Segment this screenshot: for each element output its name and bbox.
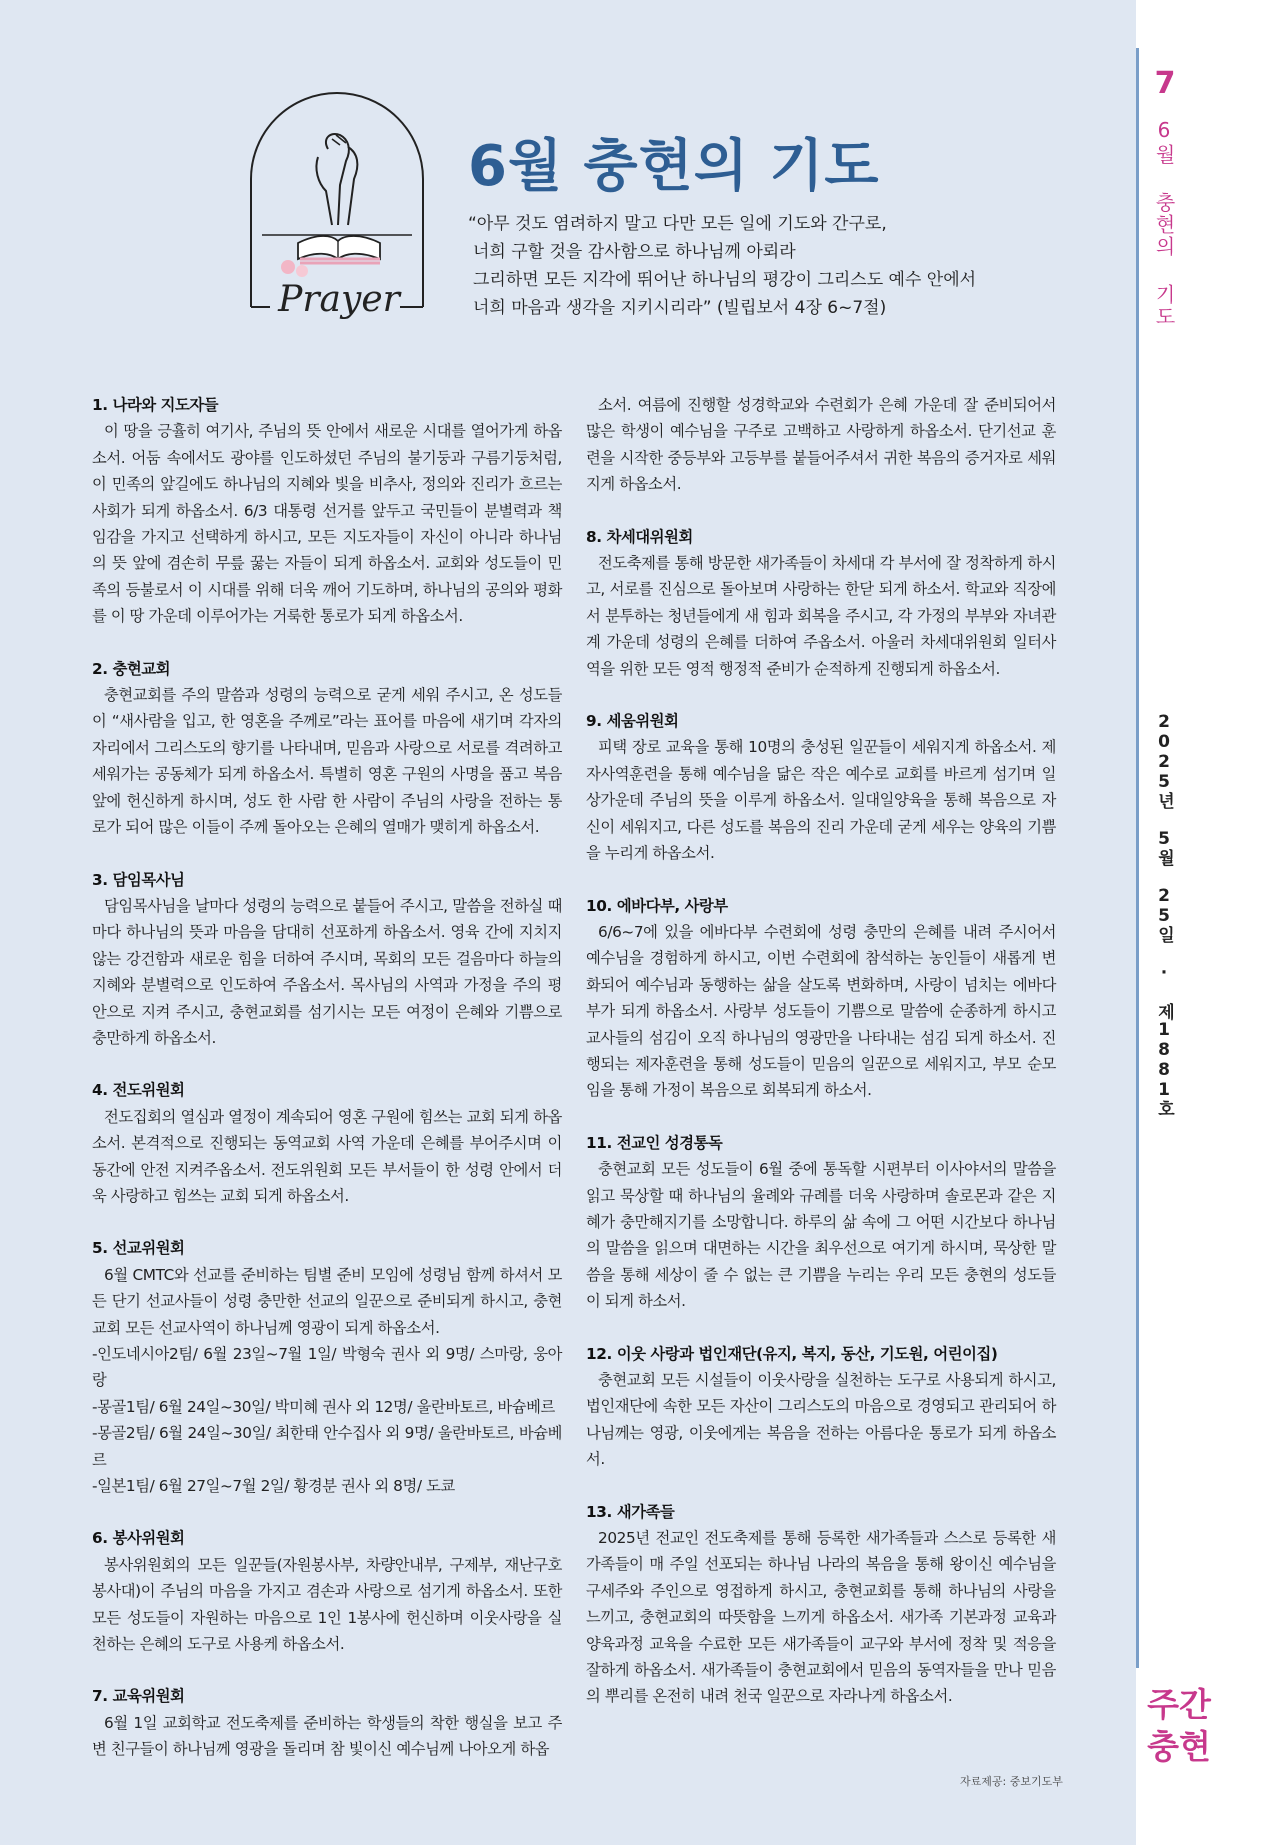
prayer-illustration xyxy=(248,87,426,327)
prayer-item-11 xyxy=(586,1130,1056,1315)
scripture-verse xyxy=(468,210,1048,322)
verse-line: 그리하면 모든 지각에 뛰어난 하나님의 평강이 그리스도 예수 안에서 xyxy=(473,270,977,290)
verse-line: “아무 것도 염려하지 말고 다만 모든 일에 기도와 간구로, xyxy=(468,214,887,234)
prayer-item-body: 봉사위원회의 모든 일꾼들(자원봉사부, 차량안내부, 구제부, 재난구호봉사대)이 주님의 마음을 가지고 겸손과 사랑으로 섬기게 하옵소서. 또한 모든 성도들이 자원하는 마음으로 1인 1봉사에 헌신하며 이웃사랑을 실천하는 은혜의 도구로 사용케 하옵소서. xyxy=(92,1555,562,1654)
prayer-item-heading: 7. 교육위원회 xyxy=(92,1687,185,1706)
brand-line-2: 충현 xyxy=(1147,1727,1211,1766)
prayer-item-heading: 1. 나라와 지도자들 xyxy=(92,396,219,414)
prayer-item-9 xyxy=(586,708,1056,866)
sidebar-rule xyxy=(1136,48,1139,1668)
prayer-item-heading: 10. 에바다부, 사랑부 xyxy=(586,896,728,915)
prayer-item-13 xyxy=(586,1499,1056,1710)
mission-team: -몽골2팀/ 6월 24일~30일/ 최한태 안수집사 외 9명/ 울란바토르, 바슘베르 xyxy=(92,1424,562,1469)
prayer-item-body: 6월 1일 교회학교 전도축제를 준비하는 학생들의 착한 행실을 보고 주변 친구들이 하나님께 영광을 돌리며 참 빛이신 예수님께 나아오게 하옵 xyxy=(92,1713,562,1759)
prayer-item-body: 피택 장로 교육을 통해 10명의 충성된 일꾼들이 세워지게 하옵소서. 제자사역훈련을 통해 예수님을 닮은 작은 예수로 교회를 바르게 섬기며 일상가운데 주님의 뜻을 이루게 하옵소서. 일대일양육을 통해 복음으로 자신이 세워지고, 다른 성도를 복음의 진리 가운데 굳게 세우는 양육의 기쁨을 누리게 하옵소서. xyxy=(586,738,1056,863)
right-column xyxy=(586,392,1056,1736)
prayer-item-3 xyxy=(92,867,562,1052)
verse-line: 너희 마음과 생각을 지키시리라” (빌립보서 4장 6~7절) xyxy=(473,298,887,318)
mission-team: -일본1팀/ 6월 27일~7월 2일/ 황경분 권사 외 8명/ 도쿄 xyxy=(92,1477,455,1496)
prayer-item-8 xyxy=(586,524,1056,682)
prayer-script-word: Prayer xyxy=(278,279,400,320)
prayer-item-4 xyxy=(92,1077,562,1209)
prayer-item-7 xyxy=(92,1683,562,1762)
source-credit: 자료제공: 중보기도부 xyxy=(960,1775,1063,1788)
sidebar-section-title: 6월 충현의 기도 xyxy=(1152,118,1176,328)
prayer-item-heading: 3. 담임목사님 xyxy=(92,870,185,889)
prayer-item-6 xyxy=(92,1525,562,1657)
prayer-item-body: 충현교회를 주의 말씀과 성령의 능력으로 굳게 세워 주시고, 온 성도들이 “새사람을 입고, 한 영혼을 주께로”라는 표어를 마음에 새기며 각자의 자리에서 그리스도의 향기를 나타내며, 믿음과 사랑으로 서로를 격려하고 세워가는 공동체가 되게 하옵소서. 특별히 영혼 구원의 사명을 품고 복음 앞에 헌신하게 하시며, 성도 한 사람 한 사람이 주님의 사랑을 전하는 통로가 되어 많은 이들이 주께 돌아오는 은혜의 열매가 맺히게 하옵소서. xyxy=(92,686,562,837)
publication-brand xyxy=(1140,1684,1218,1768)
brand-line-1: 주간 xyxy=(1147,1685,1211,1724)
prayer-item-body-continued: 소서. 여름에 진행할 성경학교와 수련회가 은혜 가운데 잘 준비되어서 많은 학생이 예수님을 구주로 고백하고 사랑하게 하옵소서. 단기선교 훈련을 시작한 중등부와 고등부를 붙들어주셔서 귀한 복음의 증거자로 세워지게 하옵소서. xyxy=(586,396,1056,494)
verse-line: 너희 구할 것을 감사함으로 하나님께 아뢰라 xyxy=(473,242,796,262)
prayer-item-body: 이 땅을 긍휼히 여기사, 주님의 뜻 안에서 새로운 시대를 열어가게 하옵소서. 어둠 속에서도 광야를 인도하셨던 주님의 불기둥과 구름기둥처럼, 이 민족의 앞길에도 하나님의 지혜와 빛을 비추사, 정의와 진리가 흐르는 사회가 되게 하옵소서. 6/3 대통령 선거를 앞두고 국민들이 분별력과 책임감을 가지고 선택하게 하시고, 모든 지도자들이 자신이 아니라 하나님의 뜻 앞에 겸손히 무릎 꿇는 자들이 되게 하옵소서. 교회와 성도들이 민족의 등불로서 이 시대를 위해 더욱 깨어 기도하며, 하나님의 공의와 평화를 이 땅 가운데 이루어가는 거룩한 통로가 되게 하옵소서. xyxy=(92,422,562,626)
prayer-item-heading: 8. 차세대위원회 xyxy=(586,527,693,546)
issue-date: 2025년 5월 25일 · 제1881호 xyxy=(1154,712,1174,1117)
left-column xyxy=(92,392,562,1789)
prayer-item-12 xyxy=(586,1341,1056,1473)
prayer-item-heading: 2. 충현교회 xyxy=(92,659,171,678)
prayer-item-body: 전도집회의 열심과 열정이 계속되어 영혼 구원에 힘쓰는 교회 되게 하옵소서. 본격적으로 진행되는 동역교회 사역 가운데 은혜를 부어주시며 이동간에 안전 지켜주옵소서. 전도위원회 모든 부서들이 한 성령 안에서 더욱 사랑하고 힘쓰는 교회 되게 하옵소서. xyxy=(92,1107,562,1205)
prayer-item-body: 담임목사님을 날마다 성령의 능력으로 붙들어 주시고, 말씀을 전하실 때마다 하나님의 뜻과 마음을 담대히 선포하게 하옵소서. 영육 간에 지치지 않는 강건함과 새로운 힘을 더하여 주시며, 목회의 모든 걸음마다 하늘의 지혜와 분별력으로 인도하여 주옵소서. 목사님의 사역과 가정을 주의 평안으로 지켜 주시고, 충현교회를 섬기시는 모든 여정이 은혜와 기쁨으로 충만하게 하옵소서. xyxy=(92,896,562,1047)
prayer-item-body: 충현교회 모든 성도들이 6월 중에 통독할 시편부터 이사야서의 말씀을 읽고 묵상할 때 하나님의 율례와 규례를 더욱 사랑하며 솔로몬과 같은 지혜가 충만해지기를 소망합니다. 하루의 삶 속에 그 어떤 시간보다 하나님의 말씀을 읽으며 대면하는 시간을 최우선으로 여기게 하시며, 묵상한 말씀을 통해 세상이 줄 수 없는 큰 기쁨을 누리는 우리 모든 충현의 성도들이 되게 하소서. xyxy=(586,1160,1056,1311)
prayer-item-5 xyxy=(92,1235,562,1499)
prayer-item-heading: 4. 전도위원회 xyxy=(92,1081,185,1100)
prayer-item-heading: 5. 선교위원회 xyxy=(92,1239,185,1258)
prayer-item-body: 2025년 전교인 전도축제를 통해 등록한 새가족들과 스스로 등록한 새가족들이 매 주일 선포되는 하나님 나라의 복음을 통해 왕이신 예수님을 구세주와 주인으로 영접하게 하시고, 충현교회를 통해 하나님의 사랑을 느끼고, 충현교회의 따뜻함을 느끼게 하옵소서. 새가족 기본과정 교육과 양육과정 교육을 수료한 모든 새가족들이 교구와 부서에 정착 및 적응을 잘하게 하옵소서. 새가족들이 충현교회에서 믿음의 동역자들을 만나 믿음의 뿌리를 온전히 내려 천국 일꾼으로 자라나게 하옵소서. xyxy=(586,1529,1056,1706)
mission-team: -몽골1팀/ 6월 24일~30일/ 박미혜 권사 외 12명/ 울란바토르, 바슘베르 xyxy=(92,1397,555,1416)
prayer-item-heading: 12. 이웃 사랑과 법인재단(유지, 복지, 동산, 기도원, 어린이집) xyxy=(586,1344,998,1363)
prayer-item-body: 6/6~7에 있을 에바다부 수련회에 성령 충만의 은혜를 내려 주시어서 예수님을 경험하게 하시고, 이번 수련회에 참석하는 농인들이 새롭게 변화되어 예수님과 동행하는 삶을 살도록 변화하며, 사랑이 넘치는 에바다부가 되게 하옵소서. 사랑부 성도들이 기쁨으로 말씀에 순종하게 하시고 교사들의 섬김이 오직 하나님의 영광만을 나타내는 섬김 되게 하소서. 진행되는 제자훈련을 통해 성도들이 믿음의 일꾼으로 세워지고, 부모 순모임을 통해 가정이 복음으로 회복되게 하소서. xyxy=(586,922,1056,1100)
page-number: 7 xyxy=(1154,66,1176,101)
prayer-item-2 xyxy=(92,656,562,841)
prayer-item-body: 전도축제를 통해 방문한 새가족들이 차세대 각 부서에 잘 정착하게 하시고, 서로를 진심으로 돌아보며 사랑하는 한닫 되게 하소서. 학교와 직장에서 분투하는 청년들에게 새 힘과 회복을 주시고, 각 가정의 부부와 자녀관계 가운데 성령의 은혜를 더하여 주옵소서. 아울러 차세대위원회 일터사역을 위한 모든 영적 행정적 준비가 순적하게 진행되게 하옵소서. xyxy=(586,554,1056,678)
prayer-item-heading: 9. 세움위원회 xyxy=(586,712,679,731)
prayer-item-heading: 11. 전교인 성경통독 xyxy=(586,1133,723,1152)
mission-team: -인도네시아2팀/ 6월 23일~7월 1일/ 박형숙 권사 외 9명/ 스마랑, 웅아랑 xyxy=(92,1345,562,1390)
prayer-item-1 xyxy=(92,392,562,630)
prayer-item-10 xyxy=(586,893,1056,1104)
prayer-item-heading: 13. 새가족들 xyxy=(586,1502,675,1521)
prayer-item-heading: 6. 봉사위원회 xyxy=(92,1529,185,1548)
page-title: 6월 충현의 기도 xyxy=(468,134,880,199)
prayer-item-7-continued xyxy=(586,392,1056,498)
prayer-item-body: 충현교회 모든 시설들이 이웃사랑을 실천하는 도구로 사용되게 하시고, 법인재단에 속한 모든 자산이 그리스도의 마음으로 경영되고 관리되어 하나님께는 영광, 이웃에게는 복음을 전하는 아름다운 통로가 되게 하옵소서. xyxy=(586,1371,1056,1469)
prayer-item-body: 6월 CMTC와 선교를 준비하는 팀별 준비 모임에 성령님 함께 하셔서 모든 단기 선교사들이 성령 충만한 선교의 일꾼으로 준비되게 하시고, 충현교회 모든 선교사역이 하나님께 영광이 되게 하옵소서. xyxy=(92,1265,562,1337)
